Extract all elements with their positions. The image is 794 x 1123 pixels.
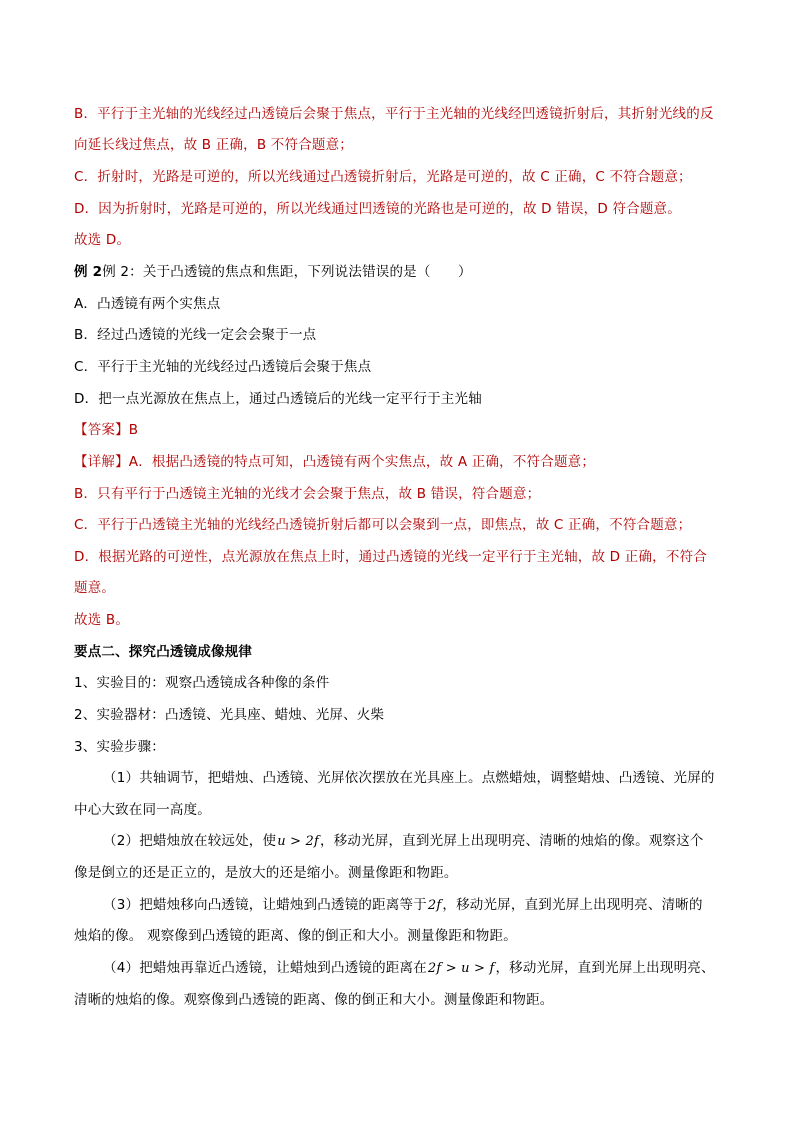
detail-line-d-cont: 题意。 (74, 580, 116, 596)
example-label: 例 2 (74, 264, 103, 280)
step-1: （1）共轴调节，把蜡烛、凸透镜、光屏依次摆放在光具座上。点燃蜡烛，调整蜡烛、凸透镜、光屏的 (103, 770, 715, 786)
section-heading: 要点二、探究凸透镜成像规律 (74, 644, 253, 660)
choice-conclusion: 故选 D。 (74, 232, 131, 248)
experiment-steps-heading: 3、实验步骤： (74, 739, 165, 755)
step-2 (103, 831, 704, 852)
step-3-formula: 2f (427, 898, 442, 913)
experiment-purpose: 1、实验目的：观察凸透镜成各种像的条件 (74, 675, 330, 691)
question-text: 例 2：关于凸透镜的焦点和焦距，下列说法错误的是（ ） (102, 264, 472, 280)
choice-conclusion-2: 故选 B。 (74, 612, 130, 628)
explanation-line-b-cont: 向延长线过焦点，故 B 正确，B 不符合题意； (74, 137, 353, 153)
step-2-cont: 像是倒立的还是正立的，是放大的还是缩小。测量像距和物距。 (74, 865, 458, 881)
answer-line: 【答案】B (74, 422, 139, 438)
detail-line-d: D．根据光路的可逆性，点光源放在焦点上时，通过凸透镜的光线一定平行于主光轴，故 D 正确，不符合 (74, 549, 707, 565)
step-3-cont: 烛焰的像。 观察像到凸透镜的距离、像的倒正和大小。测量像距和物距。 (74, 928, 517, 944)
detail-line-c: C．平行于凸透镜主光轴的光线经凸透镜折射后都可以会聚到一点，即焦点，故 C 正确，不符合题意； (74, 517, 692, 533)
step-3 (103, 895, 703, 916)
step-3-text-a: （3）把蜡烛移向凸透镜，让蜡烛到凸透镜的距离等于 (103, 897, 427, 913)
step-4-cont: 清晰的烛焰的像。观察像到凸透镜的距离、像的倒正和大小。测量像距和物距。 (74, 992, 554, 1008)
step-2-text-b: ，移动光屏，直到光屏上出现明亮、清晰的烛焰的像。观察这个 (320, 833, 704, 849)
explanation-line-c: C．折射时，光路是可逆的，所以光线通过凸透镜折射后，光路是可逆的，故 C 正确，C 不符合题意； (74, 169, 692, 185)
experiment-equipment: 2、实验器材：凸透镜、光具座、蜡烛、光屏、火柴 (74, 707, 385, 723)
step-1-cont: 中心大致在同一高度。 (74, 802, 211, 818)
step-4 (103, 958, 715, 979)
step-4-text-b: ，移动光屏，直到光屏上出现明亮、 (495, 960, 715, 976)
step-2-formula: u > 2f (277, 834, 320, 849)
explanation-line-b: B．平行于主光轴的光线经过凸透镜后会聚于焦点，平行于主光轴的光线经凹透镜折射后，其折射光线的反 (74, 106, 714, 122)
option-c: C．平行于主光轴的光线经过凸透镜后会聚于焦点 (74, 359, 372, 375)
option-b: B．经过凸透镜的光线一定会会聚于一点 (74, 327, 317, 343)
step-4-text-a: （4）把蜡烛再靠近凸透镜，让蜡烛到凸透镜的距离在 (103, 960, 427, 976)
option-d: D．把一点光源放在焦点上，通过凸透镜后的光线一定平行于主光轴 (74, 391, 482, 407)
step-4-formula: 2f > u > f (427, 961, 495, 976)
example-2-question (74, 262, 472, 282)
explanation-line-d: D．因为折射时，光路是可逆的，所以光线通过凹透镜的光路也是可逆的，故 D 错误，D 符合题意。 (74, 201, 681, 217)
step-2-text-a: （2）把蜡烛放在较远处，使 (103, 833, 277, 849)
detail-line-a: 【详解】A．根据凸透镜的特点可知，凸透镜有两个实焦点，故 A 正确，不符合题意； (74, 454, 596, 470)
step-3-text-b: ，移动光屏，直到光屏上出现明亮、清晰的 (442, 897, 703, 913)
detail-line-b: B．只有平行于凸透镜主光轴的光线才会会聚于焦点，故 B 错误，符合题意； (74, 486, 541, 502)
option-a: A．凸透镜有两个实焦点 (74, 296, 221, 312)
